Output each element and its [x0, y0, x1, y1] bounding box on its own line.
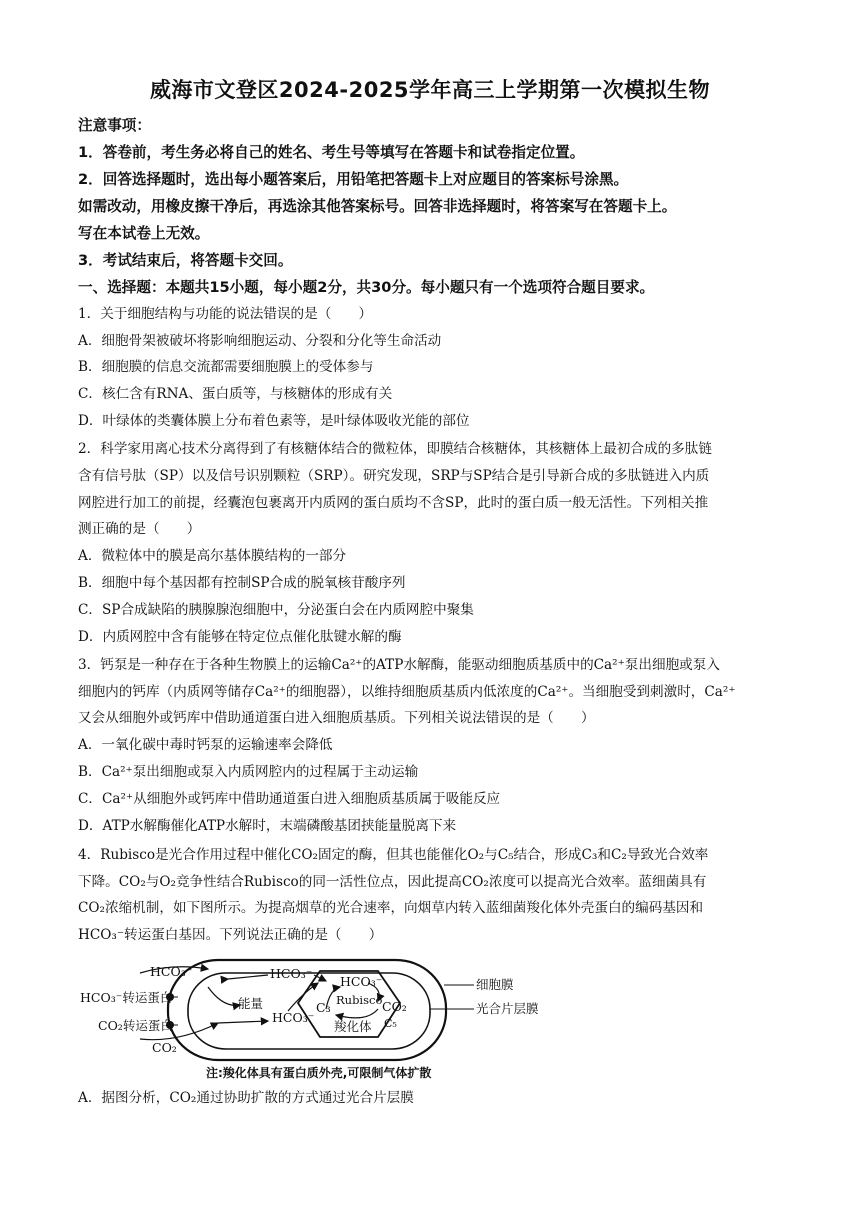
- arrow-to-hco3-low: [218, 1021, 268, 1023]
- question-2-option-c: C．SP合成缺陷的胰腺腺泡细胞中，分泌蛋白会在内质网腔中聚集: [78, 602, 474, 618]
- question-1-option-b: B．细胞膜的信息交流都需要细胞膜上的受体参与: [78, 359, 374, 375]
- label-hco3-middle: HCO₃⁻: [270, 966, 313, 981]
- notice-item: 2．回答选择题时，选出每小题答案后，用铅笔把答题卡上对应题目的答案标号涂黑。: [78, 171, 629, 188]
- question-1-option-d: D．叶绿体的类囊体膜上分布着色素等，是叶绿体吸收光能的部位: [78, 413, 470, 429]
- label-co2-outside: CO₂: [152, 1040, 177, 1055]
- question-3-option-b: B．Ca²⁺泵出细胞或泵入内质网腔内的过程属于主动运输: [78, 764, 419, 780]
- question-3-stem: 又会从细胞外或钙库中借助通道蛋白进入细胞质基质。下列相关说法错误的是（ ）: [78, 710, 595, 726]
- question-4-stem: 下降。CO₂与O₂竞争性结合Rubisco的同一活性位点，因此提高CO₂浓度可以提高光合效率。蓝细菌具有: [78, 874, 707, 890]
- label-photosynthetic-lamella: 光合片层膜: [476, 1001, 539, 1016]
- diagram-caption: 注:羧化体具有蛋白质外壳,可限制气体扩散: [206, 1066, 432, 1080]
- question-1-option-c: C．核仁含有RNA、蛋白质等，与核糖体的形成有关: [78, 386, 393, 402]
- notice-item: 3．考试结束后，将答题卡交回。: [78, 252, 293, 269]
- co2-concentrating-diagram: [78, 953, 548, 1083]
- question-3-stem: 细胞内的钙库（内质网等储存Ca²⁺的细胞器），以维持细胞质基质内低浓度的Ca²⁺。当细胞受到刺激时，Ca²⁺: [78, 684, 736, 700]
- question-2-stem: 测正确的是（ ）: [78, 521, 201, 537]
- arrow-to-hco3-mid: [228, 975, 268, 979]
- question-2-stem: 网腔进行加工的前提，经囊泡包裹离开内质网的蛋白质均不含SP，此时的蛋白质一般无活性。下列相关推: [78, 495, 709, 511]
- label-hco3-outside: HCO₃⁻: [150, 964, 193, 979]
- notice-item: 如需改动，用橡皮擦干净后，再选涂其他答案标号。回答非选择题时，将答案写在答题卡上。: [78, 198, 677, 215]
- label-rubisco: Rubisco: [336, 993, 383, 1007]
- question-4-option-a: A．据图分析，CO₂通过协助扩散的方式通过光合片层膜: [78, 1090, 414, 1106]
- label-c3: C₃: [316, 1000, 331, 1015]
- notice-item: 1．答卷前，考生务必将自己的姓名、考生号等填写在答题卡和试卷指定位置。: [78, 144, 585, 161]
- label-co2-transporter: CO₂转运蛋白: [98, 1018, 173, 1033]
- question-1-option-a: A．细胞骨架被破坏将影响细胞运动、分裂和分化等生命活动: [78, 333, 442, 349]
- section-heading: 一、选择题：本题共15小题，每小题2分，共30分。每小题只有一个选项符合题目要求。: [78, 279, 655, 296]
- question-2-option-a: A．微粒体中的膜是高尔基体膜结构的一部分: [78, 548, 347, 564]
- page-title: 威海市文登区2024-2025学年高三上学期第一次模拟生物: [149, 78, 711, 102]
- question-4-stem: CO₂浓缩机制，如下图所示。为提高烟草的光合速率，向烟草内转入蓝细菌羧化体外壳蛋白的编码基因和: [78, 900, 704, 916]
- question-2-stem: 2．科学家用离心技术分离得到了有核糖体结合的微粒体，即膜结合核糖体，其核糖体上最初合成的多肽链: [78, 441, 712, 457]
- label-co2-inside: CO₂: [382, 999, 407, 1014]
- label-hco3-lower: HCO₃⁻: [272, 1010, 315, 1025]
- question-4-stem: 4．Rubisco是光合作用过程中催化CO₂固定的酶，但其也能催化O₂与C₅结合，形成C₃和C₂导致光合效率: [78, 847, 709, 863]
- label-hco3-carboxysome: HCO₃⁻: [340, 974, 383, 989]
- label-c5: C₅: [384, 1017, 397, 1030]
- question-3-stem: 3．钙泵是一种存在于各种生物膜上的运输Ca²⁺的ATP水解酶，能驱动细胞质基质中的Ca²⁺泵出细胞或泵入: [78, 657, 720, 673]
- question-2-stem: 含有信号肽（SP）以及信号识别颗粒（SRP）。研究发现，SRP与SP结合是引导新合成的多肽链进入内质: [78, 468, 710, 484]
- arrow-calvin-loop: [336, 1009, 378, 1018]
- question-2-option-d: D．内质网腔中含有能够在特定位点催化肽键水解的酶: [78, 629, 402, 645]
- label-hco3-transporter: HCO₃⁻转运蛋白: [80, 990, 173, 1005]
- arrow-energy: [208, 987, 240, 1005]
- label-carboxysome: 羧化体: [334, 1019, 372, 1034]
- question-4-stem: HCO₃⁻转运蛋白基因。下列说法正确的是（ ）: [78, 927, 383, 943]
- question-3-option-d: D．ATP水解酶催化ATP水解时，末端磷酸基团挟能量脱离下来: [78, 818, 457, 834]
- notice-heading: 注意事项：: [78, 117, 151, 134]
- notice-item: 写在本试卷上无效。: [78, 225, 210, 242]
- question-3-option-c: C．Ca²⁺从细胞外或钙库中借助通道蛋白进入细胞质基质属于吸能反应: [78, 791, 501, 807]
- label-energy: 能量: [238, 996, 264, 1011]
- question-3-option-a: A．一氧化碳中毒时钙泵的运输速率会降低: [78, 737, 333, 753]
- label-cell-membrane: 细胞膜: [476, 977, 514, 992]
- question-1-stem: 1．关于细胞结构与功能的说法错误的是（ ）: [78, 306, 373, 322]
- question-2-option-b: B．细胞中每个基因都有控制SP合成的脱氧核苷酸序列: [78, 575, 406, 591]
